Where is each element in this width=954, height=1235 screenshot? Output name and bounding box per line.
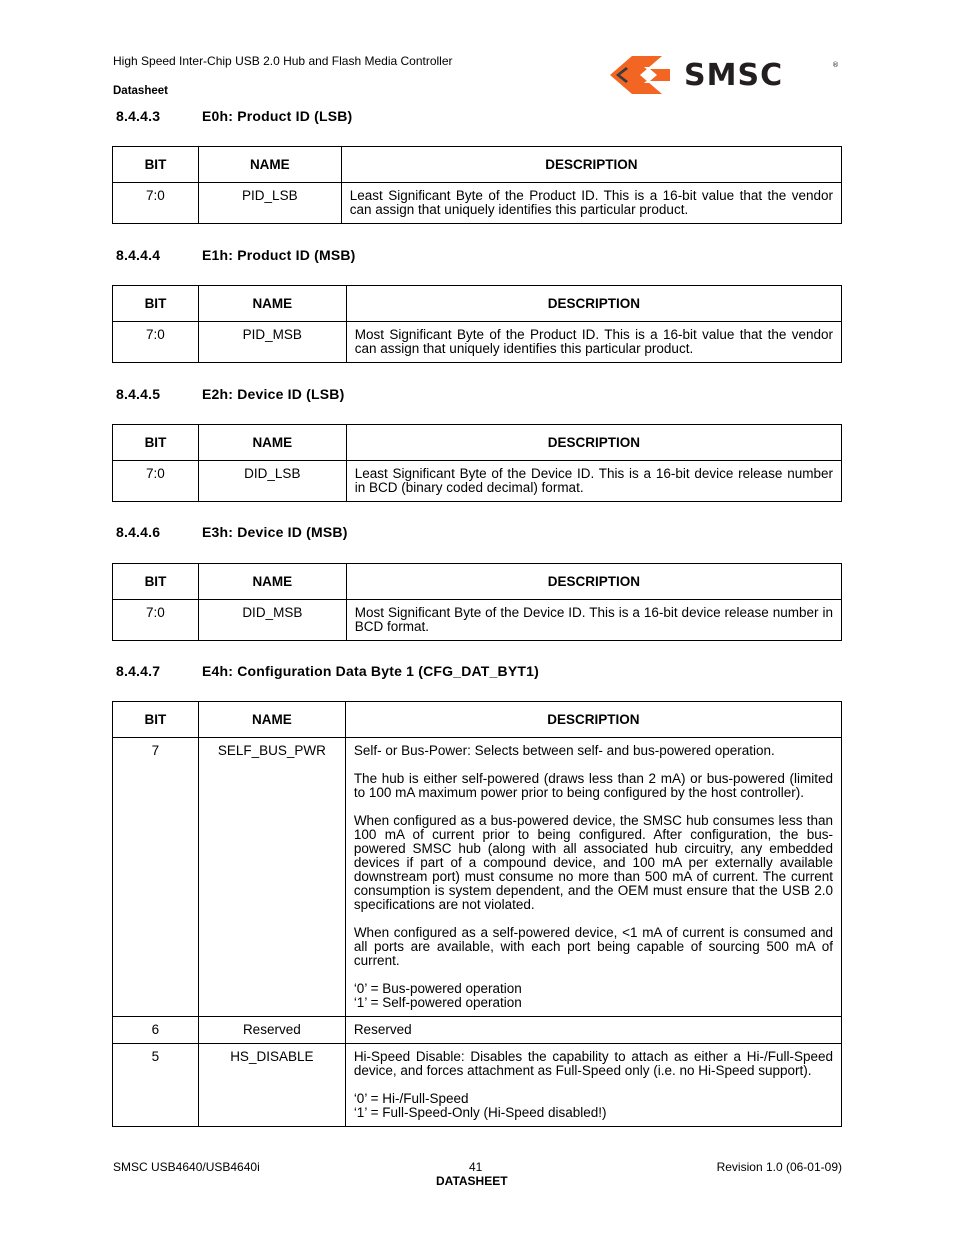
header-subtitle: Datasheet bbox=[113, 85, 168, 97]
section-heading bbox=[116, 247, 356, 263]
table-row bbox=[113, 1044, 842, 1127]
column-header-bit: BIT bbox=[113, 147, 199, 183]
description-cell bbox=[345, 738, 841, 1017]
footer-center: DATASHEET bbox=[436, 1174, 508, 1188]
section-number: 8.4.4.3 bbox=[116, 108, 161, 124]
name-cell: DID_MSB bbox=[198, 600, 346, 641]
section-number: 8.4.4.7 bbox=[116, 663, 161, 679]
column-header-name: NAME bbox=[198, 147, 341, 183]
section-title: E3h: Device ID (MSB) bbox=[202, 524, 348, 540]
column-header-name: NAME bbox=[198, 702, 345, 738]
section-title: E1h: Product ID (MSB) bbox=[202, 247, 356, 263]
description-cell bbox=[345, 1017, 841, 1044]
description-paragraph: ‘0’ = Hi-/Full-Speed ‘1’ = Full-Speed-Only (Hi-Speed disabled!) bbox=[353, 1091, 607, 1120]
register-table bbox=[112, 285, 842, 363]
name-cell: PID_MSB bbox=[198, 322, 346, 363]
column-header-bit: BIT bbox=[113, 564, 199, 600]
table-row bbox=[113, 738, 842, 1017]
column-header-description: DESCRIPTION bbox=[346, 425, 841, 461]
description-cell bbox=[346, 600, 841, 641]
svg-text:®: ® bbox=[832, 61, 839, 69]
table-row bbox=[113, 183, 842, 224]
name-cell: SELF_BUS_PWR bbox=[198, 738, 345, 1017]
section-heading bbox=[116, 108, 352, 124]
section-heading bbox=[116, 663, 539, 679]
section-number: 8.4.4.4 bbox=[116, 247, 161, 263]
description-paragraph: Reserved bbox=[353, 1022, 412, 1037]
description-paragraph: When configured as a bus-powered device, the SMSC hub consumes less than 100 mA of current prior to being configured. After configuration, the bus-powered SMSC hub (along with all associated hub circuitry, any embedded devices if part of a compound device, and 100 mA per externally available downstream port) must consume no more than 500 mA of current. The current consumption is system dependent, and the OEM must ensure that the USB 2.0 specifications are not violated. bbox=[353, 813, 833, 912]
column-header-name: NAME bbox=[198, 286, 346, 322]
column-header-description: DESCRIPTION bbox=[346, 564, 841, 600]
description-cell bbox=[345, 1044, 841, 1127]
section-title: E2h: Device ID (LSB) bbox=[202, 386, 345, 402]
section-title: E0h: Product ID (LSB) bbox=[202, 108, 353, 124]
smsc-logo bbox=[610, 53, 842, 97]
description-paragraph: Hi-Speed Disable: Disables the capability to attach as either a Hi-/Full-Speed device, and forces attachment as Full-Speed only (i.e. no Hi-Speed support). bbox=[353, 1049, 833, 1078]
register-table bbox=[112, 424, 842, 502]
section-heading bbox=[116, 524, 348, 540]
column-header-bit: BIT bbox=[113, 425, 199, 461]
section-number: 8.4.4.5 bbox=[116, 386, 161, 402]
footer-right: Revision 1.0 (06-01-09) bbox=[716, 1160, 842, 1174]
description-cell bbox=[346, 461, 841, 502]
register-table bbox=[112, 563, 842, 641]
column-header-bit: BIT bbox=[113, 702, 199, 738]
column-header-name: NAME bbox=[198, 425, 346, 461]
header-title: High Speed Inter-Chip USB 2.0 Hub and Flash Media Controller bbox=[113, 54, 453, 68]
table-header-row bbox=[113, 425, 842, 461]
table-header-row bbox=[113, 564, 842, 600]
bit-cell: 5 bbox=[113, 1044, 199, 1127]
table-row bbox=[113, 1017, 842, 1044]
column-header-name: NAME bbox=[198, 564, 346, 600]
description-paragraph: Least Significant Byte of the Device ID. This is a 16-bit device release number in BCD (binary coded decimal) format. bbox=[354, 466, 833, 495]
column-header-description: DESCRIPTION bbox=[346, 286, 841, 322]
register-table bbox=[112, 146, 842, 224]
bit-cell: 7:0 bbox=[113, 461, 199, 502]
description-paragraph: When configured as a self-powered device, <1 mA of current is consumed and all ports are available, with each port being capable of sourcing 500 mA of current. bbox=[353, 925, 833, 968]
description-paragraph: ‘0’ = Bus-powered operation ‘1’ = Self-powered operation bbox=[353, 981, 522, 1010]
name-cell: Reserved bbox=[198, 1017, 345, 1044]
column-header-bit: BIT bbox=[113, 286, 199, 322]
column-header-description: DESCRIPTION bbox=[341, 147, 841, 183]
bit-cell: 7 bbox=[113, 738, 199, 1017]
table-header-row bbox=[113, 286, 842, 322]
name-cell: PID_LSB bbox=[198, 183, 341, 224]
register-table bbox=[112, 701, 842, 1127]
table-row bbox=[113, 322, 842, 363]
bit-cell: 7:0 bbox=[113, 600, 199, 641]
section-number: 8.4.4.6 bbox=[116, 524, 161, 540]
bit-cell: 7:0 bbox=[113, 322, 199, 363]
bit-cell: 6 bbox=[113, 1017, 199, 1044]
table-row bbox=[113, 461, 842, 502]
table-header-row bbox=[113, 702, 842, 738]
footer-page-number: 41 bbox=[469, 1160, 483, 1174]
description-paragraph: Most Significant Byte of the Device ID. This is a 16-bit device release number in BCD format. bbox=[354, 605, 833, 634]
table-header-row bbox=[113, 147, 842, 183]
name-cell: HS_DISABLE bbox=[198, 1044, 345, 1127]
description-paragraph: Most Significant Byte of the Product ID. This is a 16-bit value that the vendor can assign that uniquely identifies this particular product. bbox=[354, 327, 833, 356]
bit-cell: 7:0 bbox=[113, 183, 199, 224]
description-cell bbox=[341, 183, 841, 224]
svg-text:SMSC: SMSC bbox=[684, 58, 784, 93]
description-paragraph: Self- or Bus-Power: Selects between self- and bus-powered operation. bbox=[353, 743, 775, 758]
name-cell: DID_LSB bbox=[198, 461, 346, 502]
table-row bbox=[113, 600, 842, 641]
footer-left: SMSC USB4640/USB4640i bbox=[113, 1160, 260, 1174]
section-heading bbox=[116, 386, 344, 402]
description-paragraph: The hub is either self-powered (draws less than 2 mA) or bus-powered (limited to 100 mA maximum power prior to being configured by the host controller). bbox=[353, 771, 833, 800]
description-cell bbox=[346, 322, 841, 363]
section-title: E4h: Configuration Data Byte 1 (CFG_DAT_BYT1) bbox=[202, 663, 539, 679]
column-header-description: DESCRIPTION bbox=[345, 702, 841, 738]
description-paragraph: Least Significant Byte of the Product ID. This is a 16-bit value that the vendor can assign that uniquely identifies this particular product. bbox=[349, 188, 833, 217]
